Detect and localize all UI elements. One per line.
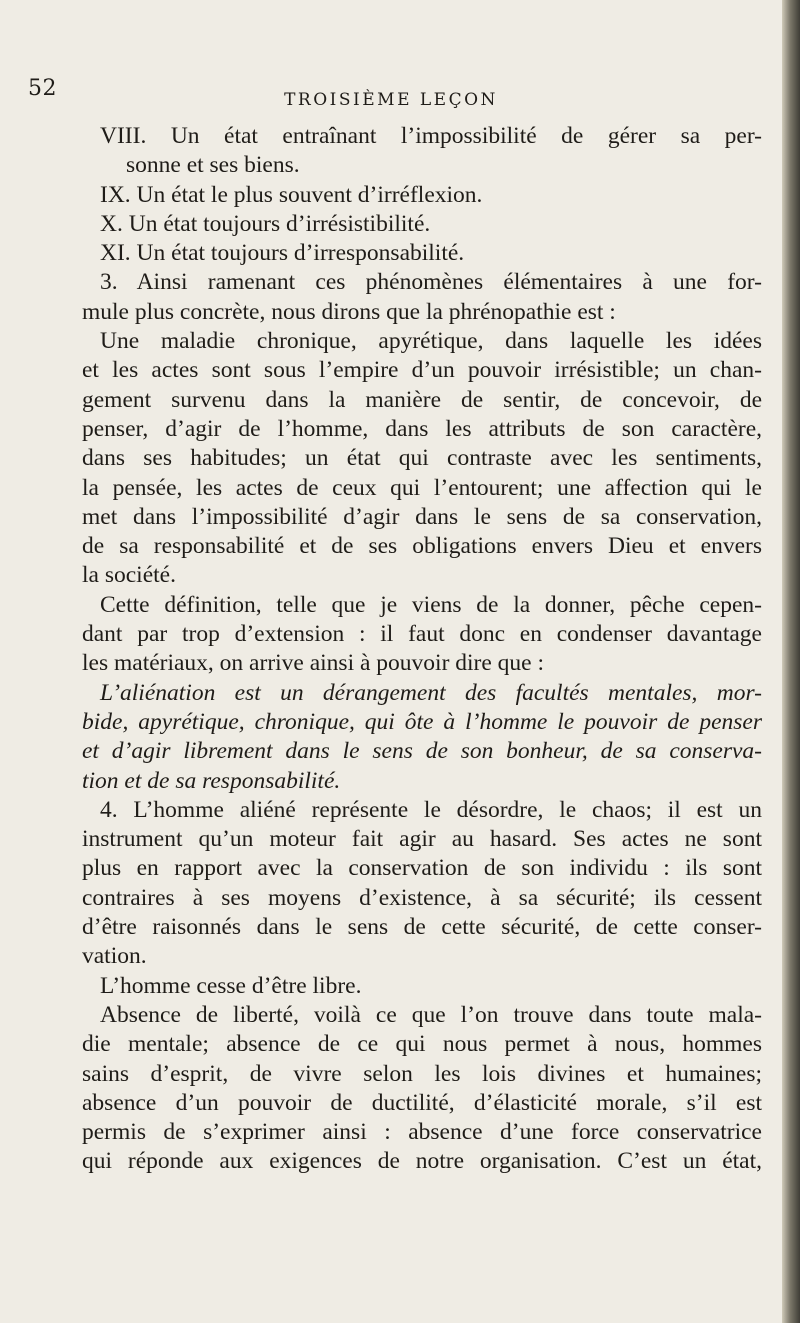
text-line: plus en rapport avec la conservation de son individu : ils sont <box>82 855 762 882</box>
text-line: L’aliénation est un dérangement des facultés mentales, mor- <box>100 679 762 706</box>
text-line: la société. <box>82 562 176 589</box>
text-line: met dans l’impossibilité d’agir dans le sens de sa conservation, <box>82 503 762 530</box>
text-line: XI. Un état toujours d’irresponsabilité. <box>100 240 465 267</box>
text-line: dans ses habitudes; un état qui contraste avec les sentiments, <box>82 445 762 472</box>
text-line: sains d’esprit, de vivre selon les lois divines et humaines; <box>82 1060 762 1087</box>
text-line: qui réponde aux exigences de notre organisation. C’est un état, <box>82 1148 762 1175</box>
text-line: instrument qu’un moteur fait agir au hasard. Ses actes ne sont <box>82 826 762 853</box>
text-line: sonne et ses biens. <box>126 152 300 179</box>
text-line: et d’agir librement dans le sens de son bonheur, de sa conserva- <box>82 738 762 765</box>
text-line: contraires à ses moyens d’existence, à sa sécurité; ils cessent <box>82 884 762 911</box>
page-number: 52 <box>28 76 57 101</box>
text-line: Cette définition, telle que je viens de la donner, pêche cepen- <box>100 591 762 618</box>
text-line: L’homme cesse d’être libre. <box>100 972 362 999</box>
text-line: les matériaux, on arrive ainsi à pouvoir dire que : <box>82 650 545 677</box>
text-line: permis de s’exprimer ainsi : absence d’une force conservatrice <box>82 1119 762 1146</box>
text-line: de sa responsabilité et de ses obligations envers Dieu et envers <box>82 533 762 560</box>
text-line: penser, d’agir de l’homme, dans les attributs de son caractère, <box>82 415 762 442</box>
running-title: TROISIÈME LEÇON <box>284 90 498 110</box>
text-line: vation. <box>82 943 147 970</box>
text-line: 3. Ainsi ramenant ces phénomènes élémentaires à une for- <box>100 269 762 296</box>
text-line: mule plus concrète, nous dirons que la phrénopathie est : <box>82 298 616 325</box>
text-line: et les actes sont sous l’empire d’un pouvoir irrésistible; un chan- <box>82 357 762 384</box>
text-line: 4. L’homme aliéné représente le désordre, le chaos; il est un <box>100 796 762 823</box>
text-line: X. Un état toujours d’irrésistibilité. <box>100 210 431 237</box>
text-line: gement survenu dans la manière de sentir, de concevoir, de <box>82 386 762 413</box>
text-line: Une maladie chronique, apyrétique, dans laquelle les idées <box>100 328 762 355</box>
text-line: Absence de liberté, voilà ce que l’on trouve dans toute mala- <box>100 1001 762 1028</box>
text-line: die mentale; absence de ce qui nous permet à nous, hommes <box>82 1031 762 1058</box>
text-line: bide, apyrétique, chronique, qui ôte à l’homme le pouvoir de penser <box>82 708 762 735</box>
body-text <box>82 122 762 1177</box>
text-line: la pensée, les actes de ceux qui l’entourent; une affection qui le <box>82 474 762 501</box>
text-line: d’être raisonnés dans le sens de cette sécurité, de cette conser- <box>82 914 762 941</box>
text-line: IX. Un état le plus souvent d’irréflexion. <box>100 181 483 208</box>
text-line: absence d’un pouvoir de ductilité, d’élasticité morale, s’il est <box>82 1089 762 1116</box>
text-line: tion et de sa responsabilité. <box>82 767 341 794</box>
text-line: VIII. Un état entraînant l’impossibilité de gérer sa per- <box>100 123 762 149</box>
text-line: dant par trop d’extension : il faut donc en condenser davantage <box>82 621 762 648</box>
binding-edge <box>782 0 800 1323</box>
